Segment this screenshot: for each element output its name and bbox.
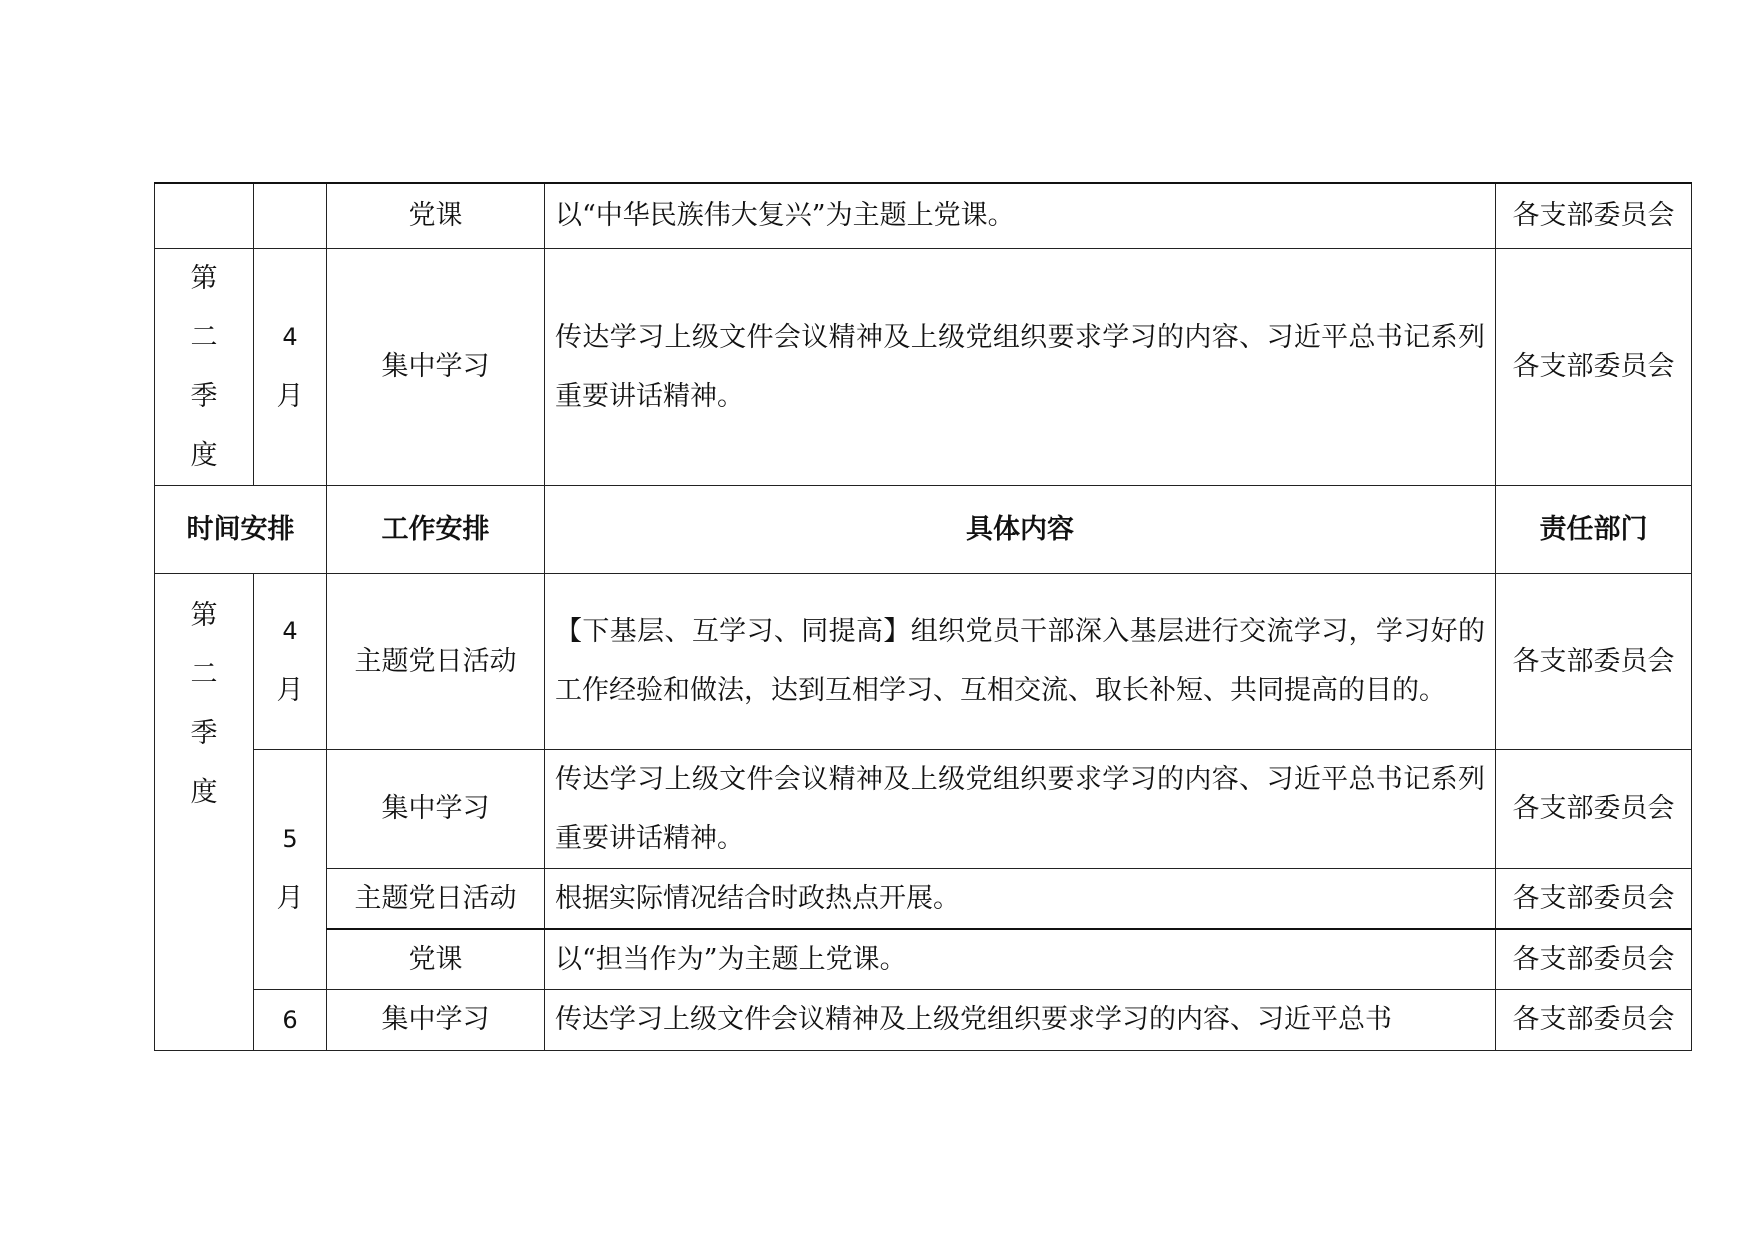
month-unit: 月 [276,883,304,914]
quarter-char: 二 [190,321,218,353]
header-time: 时间安排 [155,485,327,573]
dept-cell: 各支部委员会 [1496,248,1692,485]
quarter-cell [155,573,254,1050]
quarter-char: 度 [190,776,218,808]
content-cell: 传达学习上级文件会议精神及上级党组织要求学习的内容、习近平总书 [545,989,1496,1050]
content-cell: 以“担当作为”为主题上党课。 [545,929,1496,990]
quarter-char: 季 [190,380,218,412]
content-cell: 【下基层、互学习、同提高】组织党员干部深入基层进行交流学习，学习好的工作经验和做法，达到互相学习、互相交流、取长补短、共同提高的目的。 [545,573,1496,749]
quarter-char: 第 [190,262,218,294]
dept-cell: 各支部委员会 [1496,749,1692,868]
quarter-cell [155,248,254,485]
dept-cell: 各支部委员会 [1496,929,1692,990]
dept-cell: 各支部委员会 [1496,573,1692,749]
quarter-char: 第 [190,599,218,631]
header-content: 具体内容 [545,485,1496,573]
content-cell: 传达学习上级文件会议精神及上级党组织要求学习的内容、习近平总书记系列重要讲话精神。 [545,248,1496,485]
month-cell [254,248,327,485]
dept-cell: 各支部委员会 [1496,183,1692,248]
work-plan-table [154,182,1692,1051]
table-row [155,248,1692,485]
work-cell: 集中学习 [327,989,545,1050]
work-cell: 主题党日活动 [327,868,545,929]
work-cell: 集中学习 [327,248,545,485]
table-row [155,868,1692,929]
table-row [155,183,1692,248]
work-cell: 党课 [327,929,545,990]
month-unit: 月 [276,675,304,706]
table-row [155,573,1692,749]
month-cell [254,573,327,749]
content-cell: 根据实际情况结合时政热点开展。 [545,868,1496,929]
quarter-char: 二 [190,658,218,690]
quarter-char: 季 [190,717,218,749]
table-row [155,929,1692,990]
month-cell-empty [254,183,327,248]
work-cell: 主题党日活动 [327,573,545,749]
header-dept: 责任部门 [1496,485,1692,573]
quarter-cell-empty [155,183,254,248]
table-header-row [155,485,1692,573]
content-cell: 以“中华民族伟大复兴”为主题上党课。 [545,183,1496,248]
table-row [155,749,1692,868]
dept-cell: 各支部委员会 [1496,989,1692,1050]
month-cell [254,989,327,1050]
month-number: 5 [282,825,298,853]
content-cell: 传达学习上级文件会议精神及上级党组织要求学习的内容、习近平总书记系列重要讲话精神。 [545,749,1496,868]
month-number: 4 [282,322,298,351]
work-cell: 党课 [327,183,545,248]
month-cell [254,749,327,989]
month-number: 6 [282,1005,298,1034]
header-work: 工作安排 [327,485,545,573]
quarter-char: 度 [190,439,218,471]
work-cell: 集中学习 [327,749,545,868]
month-number: 4 [282,617,298,645]
month-unit: 月 [276,380,304,412]
dept-cell: 各支部委员会 [1496,868,1692,929]
table-row [155,989,1692,1050]
